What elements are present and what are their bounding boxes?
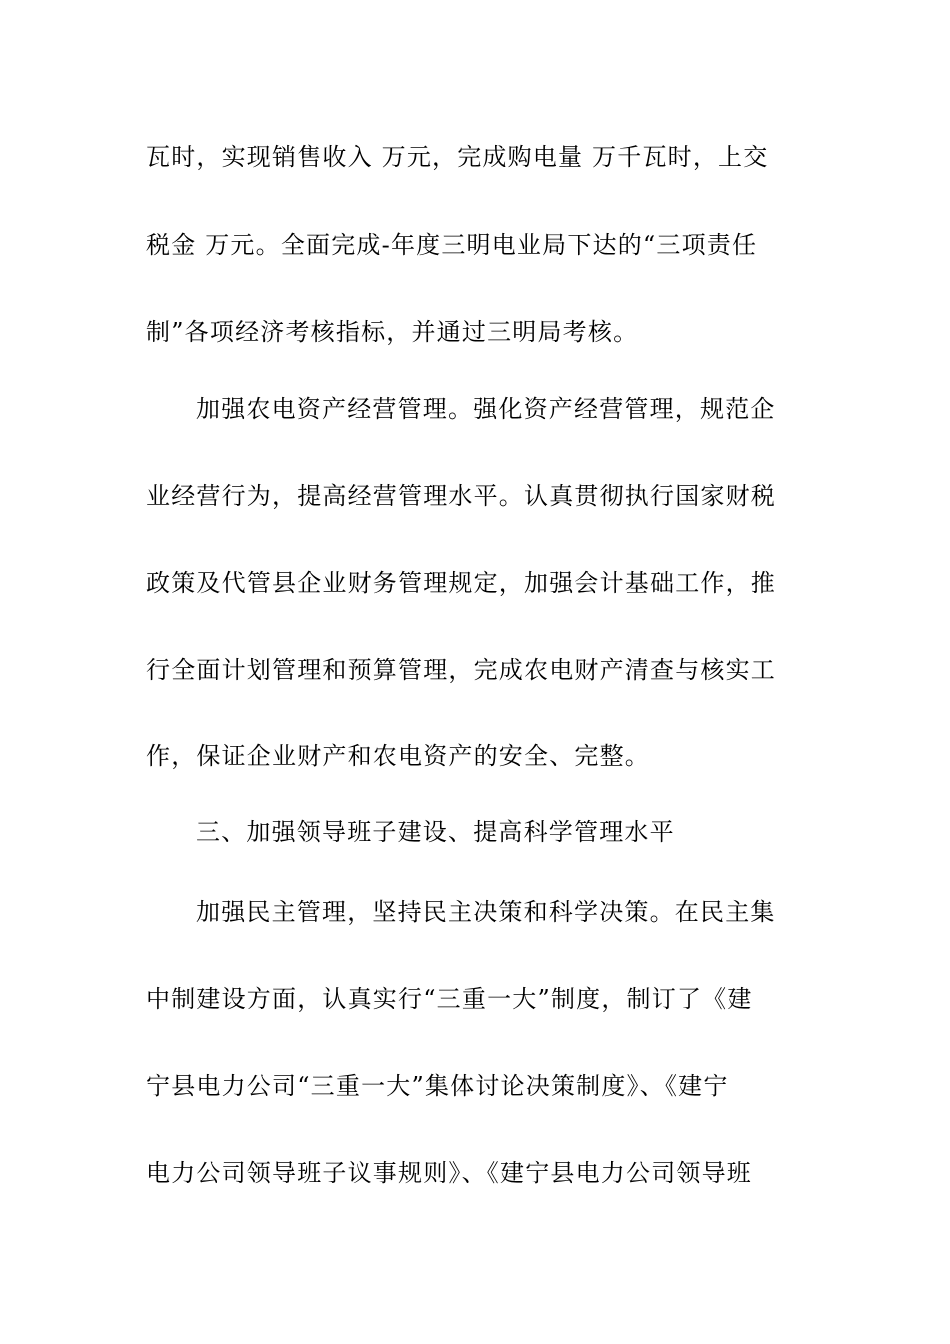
body-text-line: 制”各项经济考核指标，并通过三明局考核。 xyxy=(146,318,639,346)
section-heading: 三、加强领导班子建设、提高科学管理水平 xyxy=(196,818,675,846)
body-text-line: 中制建设方面，认真实行“三重一大”制度，制订了《建 xyxy=(146,985,753,1013)
body-text-line: 宁县电力公司“三重一大”集体讨论决策制度》、《建宁 xyxy=(146,1072,729,1100)
body-text-line: 税金 万元。全面完成-年度三明电业局下达的“三项责任 xyxy=(146,231,758,259)
paragraph-first-line: 加强民主管理，坚持民主决策和科学决策。在民主集 xyxy=(196,898,776,926)
paragraph-first-line: 加强农电资产经营管理。强化资产经营管理，规范企 xyxy=(196,395,776,423)
body-text-line: 瓦时，实现销售收入 万元，完成购电量 万千瓦时，上交 xyxy=(146,143,769,171)
body-text-line: 作，保证企业财产和农电资产的安全、完整。 xyxy=(146,742,650,770)
body-text-line: 行全面计划管理和预算管理，完成农电财产清查与核实工 xyxy=(146,656,776,684)
body-text-line: 政策及代管县企业财务管理规定，加强会计基础工作，推 xyxy=(146,569,776,597)
body-text-line: 电力公司领导班子议事规则》、《建宁县电力公司领导班 xyxy=(146,1159,752,1187)
body-text-line: 业经营行为，提高经营管理水平。认真贯彻执行国家财税 xyxy=(146,482,776,510)
